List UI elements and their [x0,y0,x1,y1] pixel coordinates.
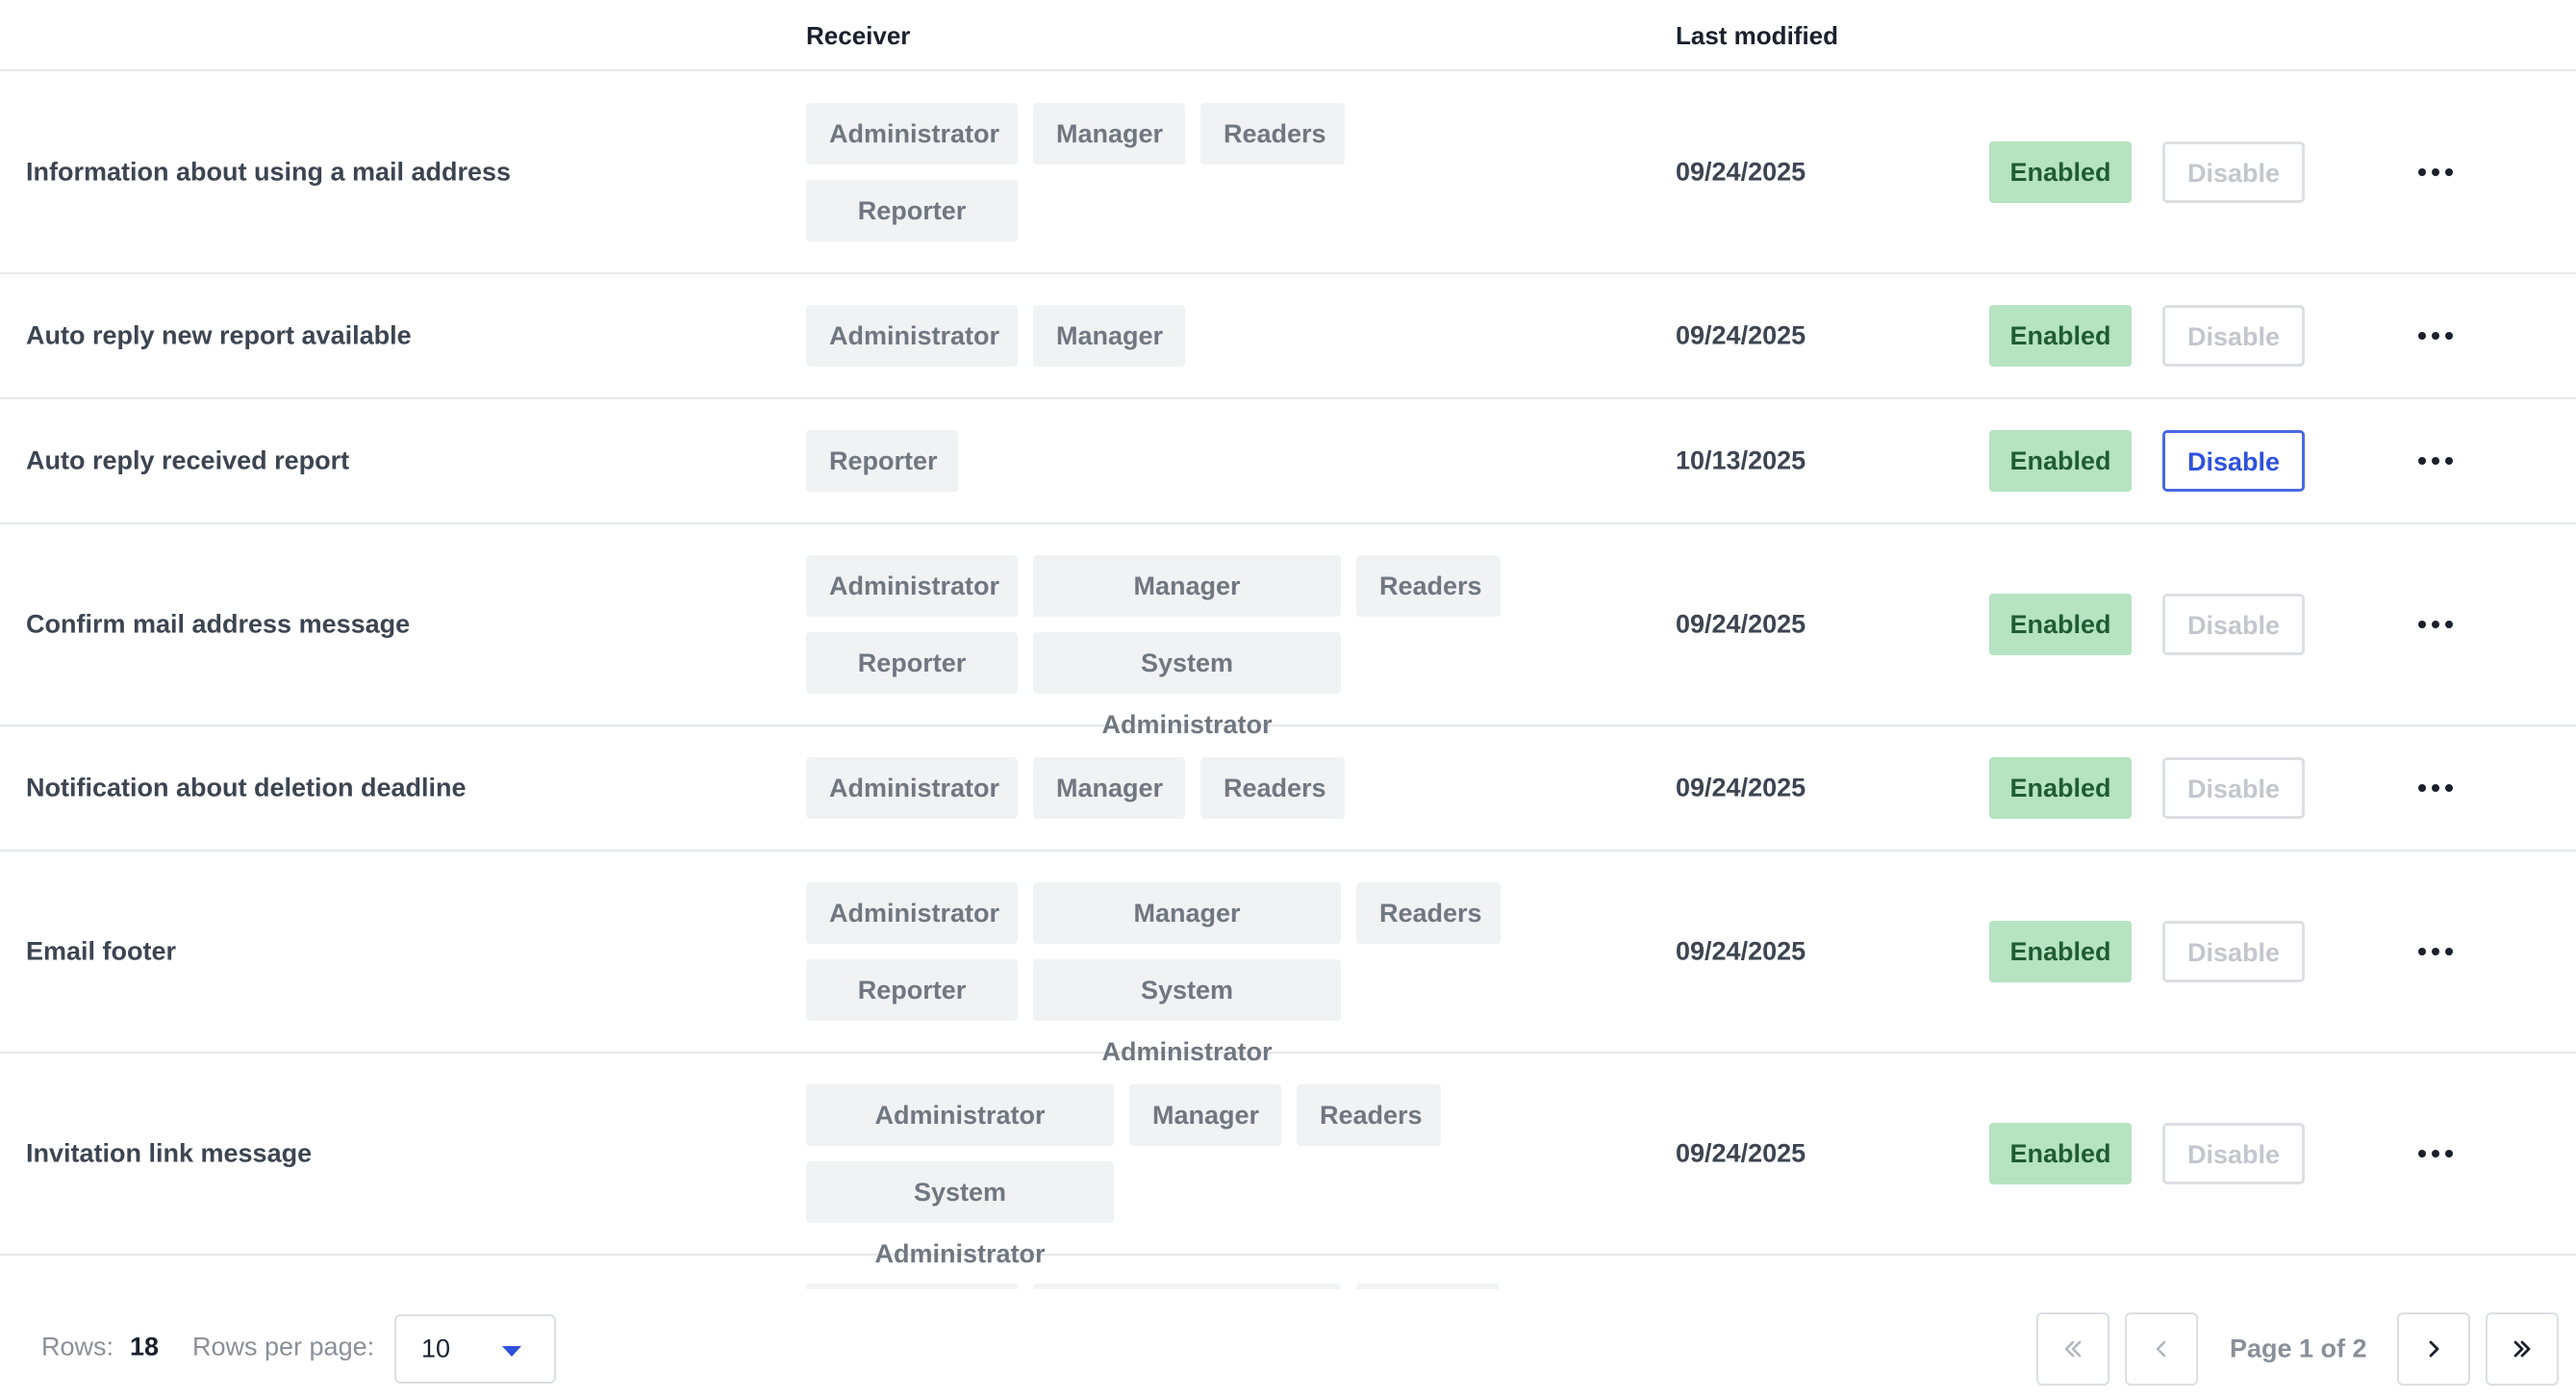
rows-label: Rows: [41,1332,114,1361]
receiver-tag: Reporter [806,180,1018,242]
row-name: Invitation link message [26,1138,313,1168]
receiver-tag: Administrator [806,555,1018,617]
more-horizontal-icon[interactable] [2418,778,2453,798]
disable-button[interactable]: Disable [2162,141,2305,203]
receiver-tags [806,305,1364,367]
receiver-tag: Administrator [806,305,1018,367]
table-row [0,274,2576,399]
receiver-tag: Reporter [806,430,958,492]
last-page-button[interactable] [2486,1312,2559,1386]
receiver-tag: Manager [1033,305,1185,367]
more-horizontal-icon[interactable] [2418,163,2453,182]
last-page-icon [2508,1335,2537,1363]
enabled-button[interactable]: Enabled [1989,1123,2132,1184]
last-modified-date: 09/24/2025 [1676,936,1806,966]
more-horizontal-icon[interactable] [2418,451,2453,471]
table-row [0,399,2576,524]
table-row [0,524,2576,739]
receiver-tag: Manager [1033,103,1185,165]
receiver-tag: System Administrator [1033,959,1341,1021]
receiver-tags [806,1084,1479,1268]
receiver-tag: Readers [1200,757,1345,819]
table-row [0,1054,2576,1268]
table-row [0,852,2576,1066]
receiver-tag: System Administrator [1033,632,1341,694]
receiver-tag: Readers [1356,555,1501,617]
page-info: Page 1 of 2 [2230,1334,2367,1363]
rows-count: 18 [130,1332,160,1361]
receiver-tag: Reporter [806,959,1018,1021]
partial-row-tags [806,1284,1499,1289]
receiver-tag: Manager [1033,757,1185,819]
enabled-button[interactable]: Enabled [1989,305,2132,367]
enabled-button[interactable]: Enabled [1989,921,2132,982]
rows-per-page-select[interactable] [394,1314,556,1384]
disable-button[interactable]: Disable [2162,305,2305,367]
last-modified-date: 09/24/2025 [1676,773,1806,802]
last-modified-date: 09/24/2025 [1676,157,1806,187]
receiver-tag: Administrator [806,882,1018,944]
disable-button[interactable]: Disable [2162,594,2305,655]
more-horizontal-icon[interactable] [2418,1144,2453,1163]
disable-button[interactable]: Disable [2162,430,2305,492]
disable-button[interactable]: Disable [2162,921,2305,982]
enabled-button[interactable]: Enabled [1989,430,2132,492]
next-page-icon [2419,1335,2448,1363]
row-name: Email footer [26,936,177,966]
receiver-tag: Reporter [806,632,1018,694]
enabled-button[interactable]: Enabled [1989,141,2132,203]
table-row [0,726,2576,852]
next-page-button[interactable] [2397,1312,2470,1386]
receiver-tags [806,757,1537,819]
rows-per-page-value: 10 [421,1334,451,1363]
table-row [0,71,2576,274]
disable-button[interactable]: Disable [2162,1123,2305,1184]
row-name: Information about using a mail address [26,157,512,187]
table-header [0,0,2576,71]
last-modified-date: 09/24/2025 [1676,1138,1806,1168]
chevron-down-icon [502,1346,521,1357]
last-modified-date: 09/24/2025 [1676,609,1806,639]
enabled-button[interactable]: Enabled [1989,757,2132,819]
receiver-tags [806,882,1537,1066]
row-name: Auto reply new report available [26,320,412,350]
receiver-tags [806,555,1537,739]
column-header-last-modified[interactable]: Last modified [1676,21,1839,50]
column-header-receiver[interactable]: Receiver [806,21,911,50]
previous-page-button[interactable] [2125,1312,2198,1386]
last-modified-date: 09/24/2025 [1676,320,1806,350]
receiver-tags [806,103,1364,242]
first-page-icon [2058,1335,2087,1363]
enabled-button[interactable]: Enabled [1989,594,2132,655]
receiver-tags [806,430,1364,492]
row-name: Auto reply received report [26,445,350,475]
receiver-tag: Administrator [806,103,1018,165]
receiver-tag: Readers [1356,882,1501,944]
row-name: Notification about deletion deadline [26,773,467,802]
receiver-tag: Readers [1297,1084,1441,1146]
receiver-tag: System Administrator [806,1161,1114,1223]
receiver-tag: Manager [1033,882,1341,944]
receiver-tag: Administrator [806,757,1018,819]
receiver-tag: Administrator [806,1084,1114,1146]
more-horizontal-icon[interactable] [2418,942,2453,961]
previous-page-icon [2147,1335,2176,1363]
last-modified-date: 10/13/2025 [1676,445,1806,475]
rows-per-page-label: Rows per page: [192,1332,375,1361]
disable-button[interactable]: Disable [2162,757,2305,819]
more-horizontal-icon[interactable] [2418,615,2453,634]
receiver-tag: Manager [1033,555,1341,617]
more-horizontal-icon[interactable] [2418,326,2453,345]
row-name: Confirm mail address message [26,609,411,639]
receiver-tag: Readers [1200,103,1345,165]
first-page-button[interactable] [2036,1312,2109,1386]
receiver-tag: Manager [1129,1084,1281,1146]
